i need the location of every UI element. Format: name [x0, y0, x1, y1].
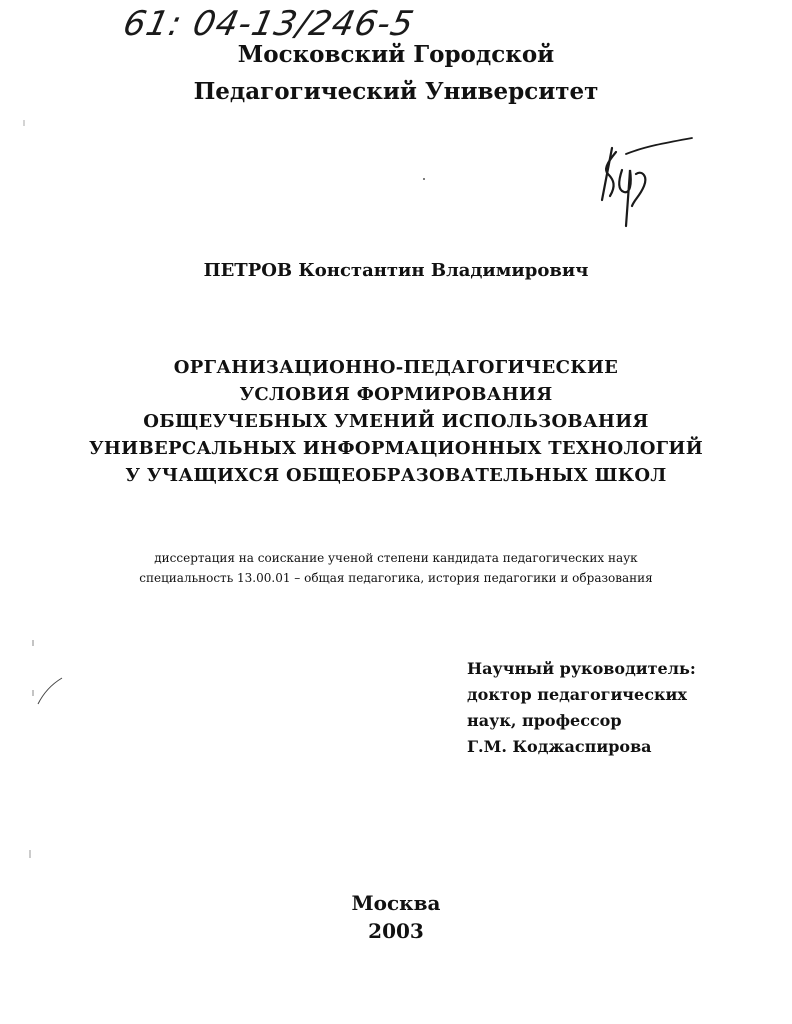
city-year	[0, 889, 792, 945]
scan-dot	[423, 178, 425, 180]
author-name: ПЕТРОВ Константин Владимирович	[203, 260, 589, 281]
university-name	[0, 36, 792, 110]
handwritten-signature	[596, 130, 696, 230]
supervisor-block	[467, 656, 696, 760]
city: Москва	[351, 891, 441, 915]
dissertation-title	[0, 354, 792, 489]
title-line: УСЛОВИЯ ФОРМИРОВАНИЯ	[239, 384, 553, 405]
supervisor-name: Г.М. Коджаспирова	[467, 737, 652, 756]
specialty-description: специальность 13.00.01 – общая педагогика, история педагогики и образования	[139, 571, 653, 585]
supervisor-degree-1: доктор педагогических	[467, 685, 687, 704]
year: 2003	[368, 919, 424, 943]
handwritten-archive-code: 61: 04-13/246-5	[119, 4, 418, 44]
title-line: У УЧАЩИХСЯ ОБЩЕОБРАЗОВАТЕЛЬНЫХ ШКОЛ	[125, 465, 667, 486]
scan-margin-marks	[0, 0, 70, 1024]
degree-description: диссертация на соискание ученой степени кандидата педагогических наук	[154, 551, 638, 565]
university-line-1: Московский Городской	[237, 41, 555, 68]
title-line: ОБЩЕУЧЕБНЫХ УМЕНИЙ ИСПОЛЬЗОВАНИЯ	[143, 411, 649, 432]
title-line: ОРГАНИЗАЦИОННО-ПЕДАГОГИЧЕСКИЕ	[173, 357, 619, 378]
title-line: УНИВЕРСАЛЬНЫХ ИНФОРМАЦИОННЫХ ТЕХНОЛОГИЙ	[88, 438, 704, 459]
supervisor-label: Научный руководитель:	[467, 659, 696, 678]
dissertation-description	[0, 548, 792, 588]
university-line-2: Педагогический Университет	[193, 78, 599, 105]
supervisor-degree-2: наук, профессор	[467, 711, 622, 730]
